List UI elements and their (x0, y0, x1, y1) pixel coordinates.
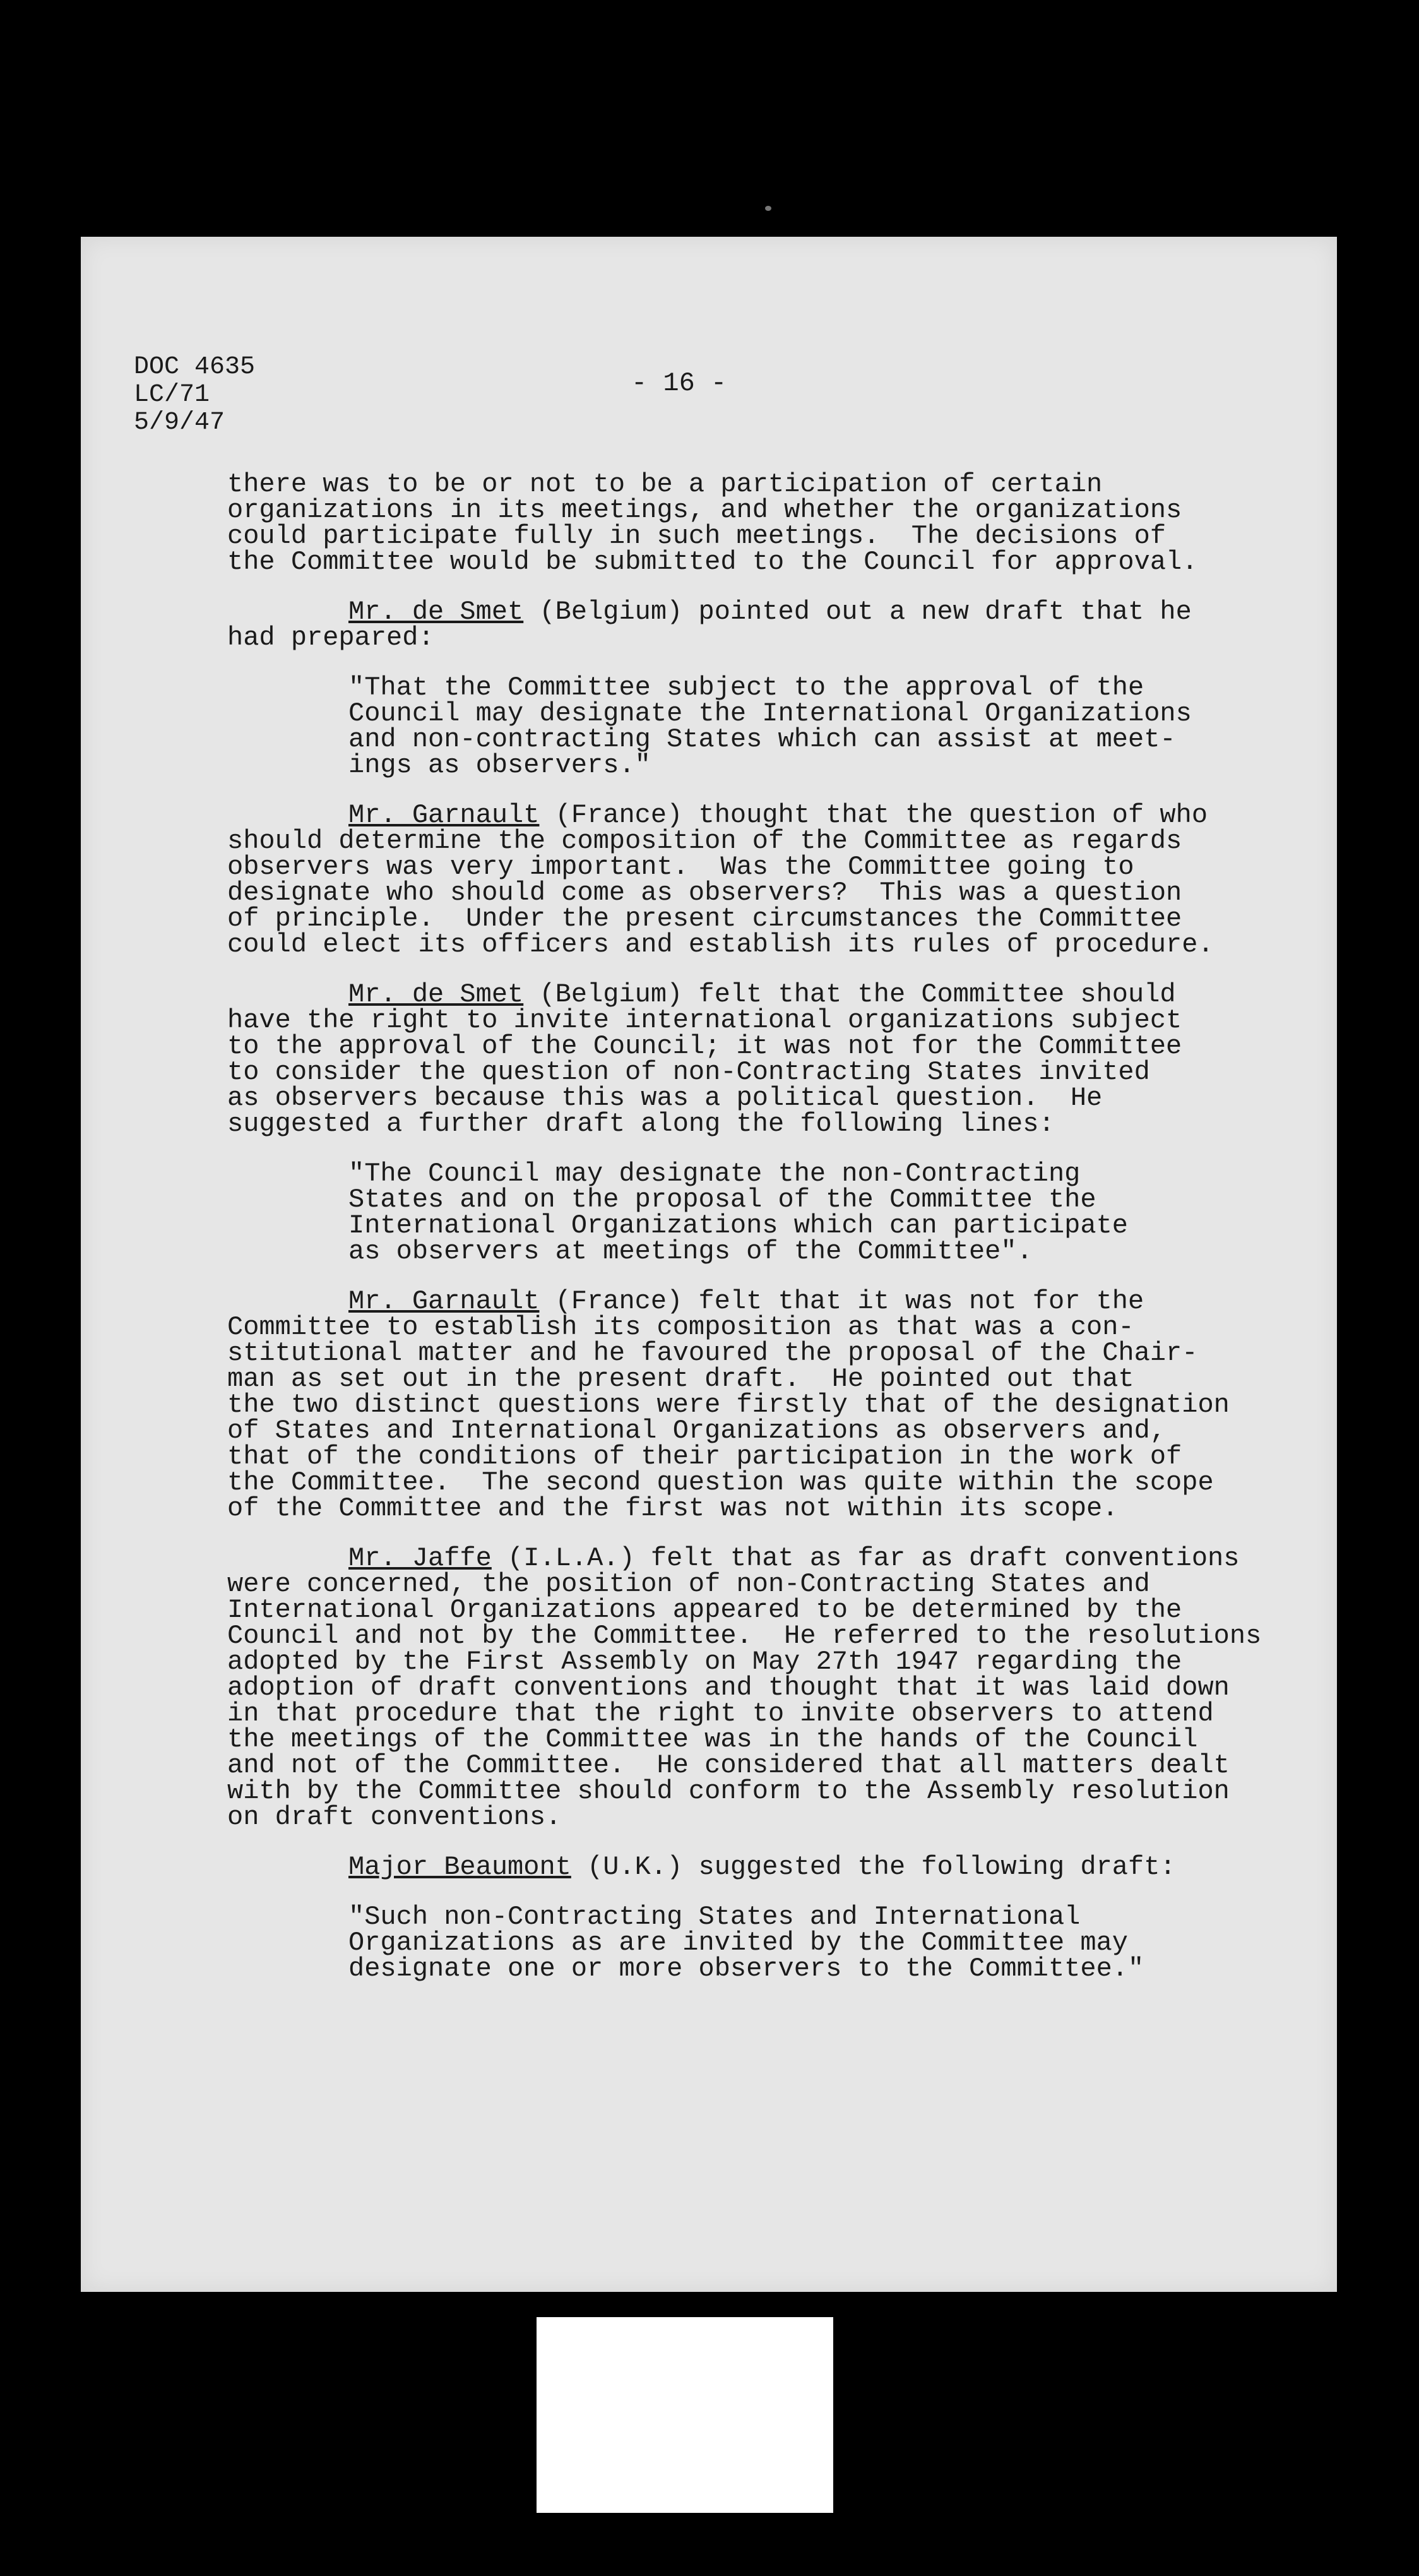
quoted-draft: "The Council may designate the non-Contracting States and on the proposal of the Committee the International Organizations which can participate as observers at meetings of the Committee". (348, 1159, 1129, 1267)
document-reference (134, 354, 255, 437)
paragraph: Major Beaumont (U.K.) suggested the following draft: (348, 1852, 1176, 1882)
quoted-draft: "That the Committee subject to the approval of the Council may designate the International Organizations and non-contracting States which can assist at meet- ings as observers." (348, 672, 1192, 780)
document-body (227, 469, 1262, 2006)
speaker-name: Mr. Garnault (348, 1286, 540, 1316)
paragraph: there was to be or not to be a participation of certain organizations in its meetings, and whether the organizations could participate fully in such meetings. The decisions of the Committee would be submitted to the Council for approval. (227, 469, 1198, 577)
paragraph: Mr. Garnault (France) thought that the question of who should determine the composition of the Committee as regards observers was very important. Was the Committee going to designate who should come as observers? This was a question of principle. Under the present circumstances the Committee could elect its officers and establish its rules of procedure. (227, 800, 1214, 960)
speaker-name: Mr. Jaffe (348, 1543, 492, 1573)
speaker-name: Mr. Garnault (348, 800, 540, 830)
doc-number: DOC 4635 (134, 353, 256, 381)
paragraph: Mr. Garnault (France) felt that it was not for the Committee to establish its composition as that was a con- stitutional matter and he favoured the proposal of the Chair- man as set out in the present draft. He pointed out that the two distinct questions were firstly that of the designation of States and International Organizations as observers and, that of the conditions of their participation in the work of the Committee. The second question was quite within the scope of the Committee and the first was not within its scope. (227, 1286, 1230, 1524)
doc-code: LC/71 (134, 381, 210, 409)
document-page (81, 237, 1337, 2292)
page-number: - 16 - (631, 368, 727, 398)
speaker-name: Mr. de Smet (348, 597, 524, 627)
dust-speck (765, 206, 771, 211)
speaker-name: Mr. de Smet (348, 979, 524, 1010)
paragraph: Mr. de Smet (Belgium) felt that the Committee should have the right to invite international organizations subject to the approval of the Council; it was not for the Committee to consider the question of non-Contracting States invited as observers because this was a political question. He suggested a further draft along the following lines: (227, 979, 1182, 1139)
paragraph: Mr. de Smet (Belgium) pointed out a new draft that he had prepared: (227, 597, 1192, 653)
doc-date: 5/9/47 (134, 408, 225, 437)
film-tab (537, 2317, 833, 2513)
speaker-name: Major Beaumont (348, 1852, 571, 1882)
quoted-draft: "Such non-Contracting States and International Organizations as are invited by the Committee may designate one or more observers to the Committee." (348, 1902, 1144, 1984)
paragraph: Mr. Jaffe (I.L.A.) felt that as far as draft conventions were concerned, the position of non-Contracting States and International Organizations appeared to be determined by the Council and not by the Committee. He referred to the resolutions adopted by the First Assembly on May 27th 1947 regarding the adoption of draft conventions and thought that it was laid down in that procedure that the right to invite observers to attend the meetings of the Committee was in the hands of the Council and not of the Committee. He considered that all matters dealt with by the Committee should conform to the Assembly resolution on draft conventions. (227, 1543, 1262, 1832)
